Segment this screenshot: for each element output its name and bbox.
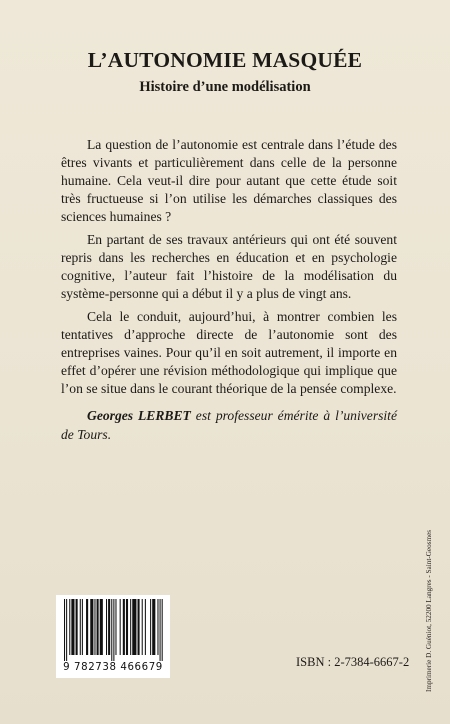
barcode-bar	[120, 599, 121, 655]
barcode-bar	[130, 599, 131, 655]
blurb-paragraph-1: La question de l’autonomie est centrale dans l’étude des êtres vivants et particulièrement dans celle de la personne humaine. Cela veut-il dire pour autant que cette étude soit très fructueuse si l’on utilise les démarches classiques des sciences humaines ?	[61, 137, 397, 224]
author-bio: est professeur émérite à l’université de Tours.	[61, 408, 397, 442]
barcode-bar	[123, 599, 125, 655]
barcode-bar	[94, 599, 95, 655]
isbn: ISBN : 2-7384-6667-2	[296, 655, 410, 669]
blurb	[61, 136, 397, 403]
barcode-bars	[62, 599, 164, 661]
barcode-bar	[160, 599, 161, 661]
barcode-bar	[69, 599, 70, 655]
barcode-bar	[71, 599, 74, 655]
blurb-paragraph-2: En partant de ses travaux antérieurs qui ont été souvent repris dans les recherches en éducation et en psychologie cognitive, l’auteur fait l’histoire de la modélisation du système-personne qui a début il y a plus de vingt ans.	[61, 232, 397, 301]
printer-imprint-text: Imprimerie D. Guéniot, 52200 Langres - Saint-Geosmes	[425, 529, 433, 692]
barcode-bar	[86, 599, 88, 655]
barcode-bar	[142, 599, 143, 655]
book-subtitle: Histoire d’une modélisation	[139, 79, 311, 95]
barcode-digits: 9 782738 466679	[63, 662, 163, 673]
barcode-bar	[66, 599, 67, 661]
book-title: L’AUTONOMIE MASQUÉE	[87, 48, 363, 72]
barcode	[56, 595, 170, 678]
barcode-bar	[113, 599, 114, 661]
barcode-bar	[76, 599, 78, 655]
barcode-bar	[100, 599, 103, 655]
barcode-bar	[126, 599, 128, 655]
barcode-bar	[64, 599, 65, 661]
author-note	[61, 407, 397, 444]
barcode-bar	[115, 599, 116, 655]
barcode-bar	[162, 599, 163, 661]
barcode-bar	[152, 599, 155, 655]
barcode-bar	[145, 599, 146, 655]
barcode-bar	[97, 599, 99, 655]
barcode-bar	[106, 599, 107, 655]
barcode-bar	[150, 599, 151, 655]
barcode-bar	[108, 599, 110, 655]
barcode-bar	[82, 599, 83, 655]
barcode-bar	[132, 599, 136, 655]
barcode-bar	[90, 599, 93, 655]
barcode-bar	[111, 599, 112, 661]
printer-imprint	[423, 492, 435, 692]
barcode-bar	[80, 599, 81, 655]
barcode-bar	[138, 599, 140, 655]
blurb-paragraph-3: Cela le conduit, aujourd’hui, à montrer combien les tentatives d’approche directe de l’autonomie sont des entreprises vaines. Pour qu’il en soit autrement, il importe en effet d’opérer une révision méthodologique qui implique que l’on se situe dans le courant théorique de la pensée complexe.	[61, 309, 397, 396]
barcode-bar	[157, 599, 158, 655]
author-name: Georges LERBET	[87, 408, 191, 423]
